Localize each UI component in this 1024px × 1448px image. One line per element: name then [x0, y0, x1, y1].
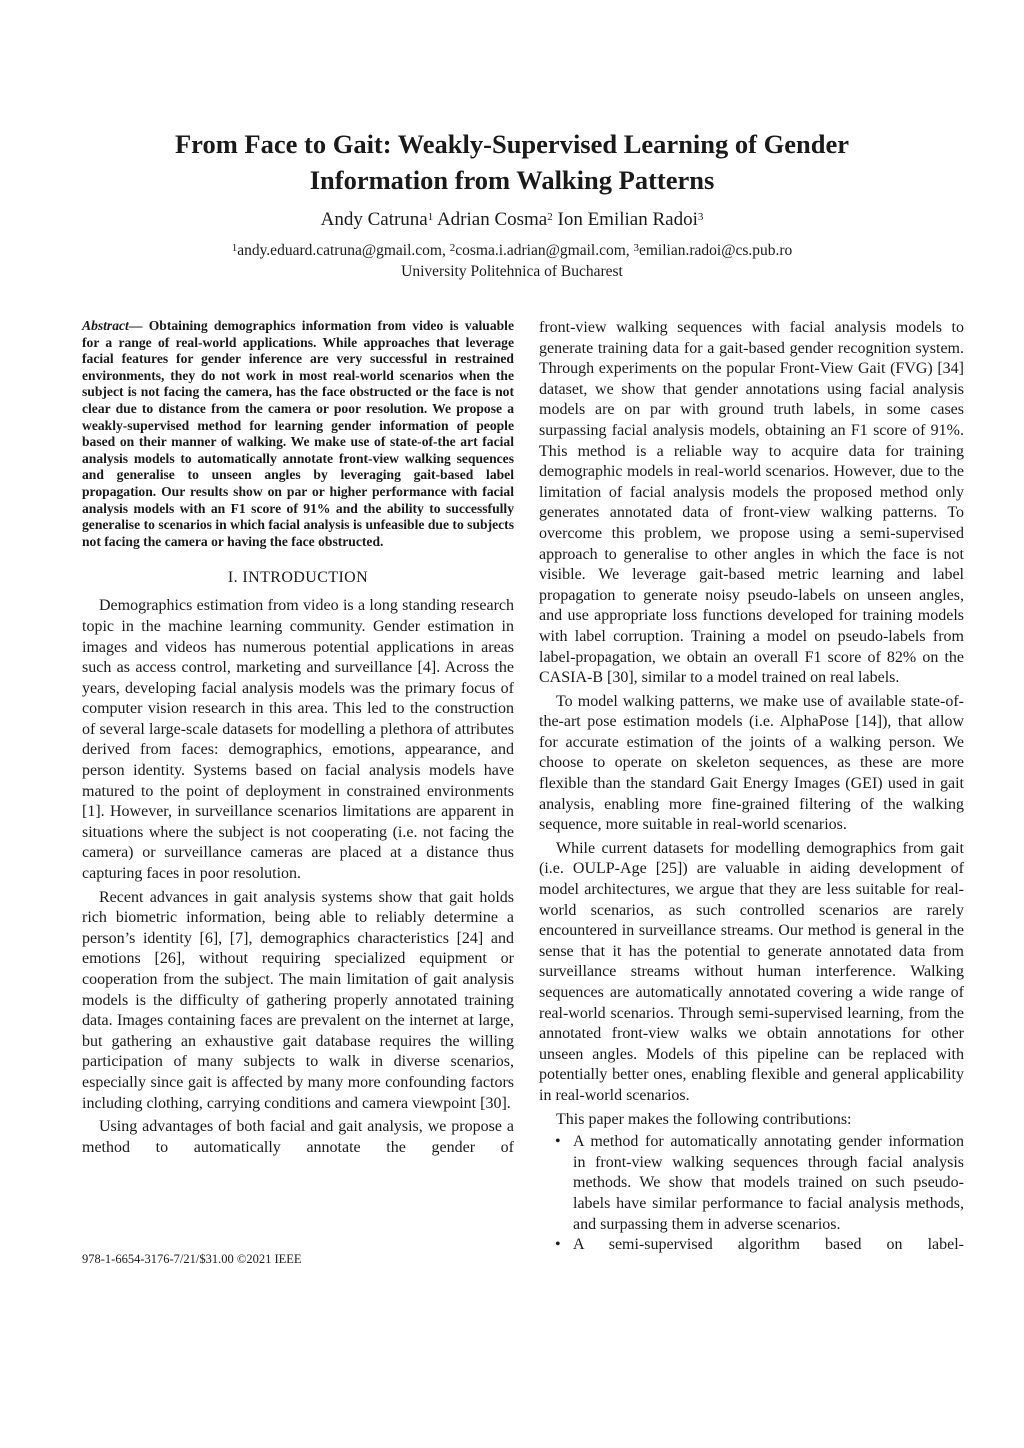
abstract-text: — Obtaining demographics information from video is valuable for a range of real-world applications. While approaches that leverage facial features for gender inference are very successful in restrained environments, they do not work in most real-world scenarios when the subject is not facing the camera, has the face obstructed or the face is not clear due to distance from the camera or poor resolution. We propose a weakly-supervised method for learning gender information of people based on their manner of walking. We make use of state-of-the art facial analysis models to automatically annotate front-view walking sequences and generalise to unseen angles by leveraging gait-based label propagation. Our results show on par or higher performance with facial analysis models with an F1 score of 91% and the ability to successfully generalise to scenarios in which facial analysis is unfeasible due to subjects not facing the camera or having the face obstructed.: [82, 318, 514, 549]
author-mark: 2: [547, 211, 553, 223]
pose-paragraph: To model walking patterns, we make use of available state-of-the-art pose estimation models (i.e. AlphaPose [14]), that allow for accurate estimation of the joints of a walking person. We choose to operate on skeleton sequences, as these are more flexible than the standard Gait Energy Images (GEI) used in gait analysis, enabling more fine-grained filtering of the walking sequence, more suitable in real-world scenarios.: [539, 692, 964, 834]
list-item: [539, 1132, 964, 1235]
intro-paragraph-2: Recent advances in gait analysis systems show that gait holds rich biometric information, being able to reliably determine a person’s identity [6], [7], demographics characteristics [24] and emotions [26], without requiring specialized equipment or cooperation from the subject. The main limitation of gait analysis models is the difficulty of gathering properly annotated training data. Images containing faces are prevalent on the internet at large, but gathering an exhaustive gait database requires the willing participation of many subjects to walk in diverse scenarios, especially since gait is affected by many more confounding factors including clothing, carrying conditions and camera viewpoint [30].: [82, 888, 514, 1112]
left-column: [82, 318, 514, 1158]
bullet-icon: •: [555, 1133, 561, 1151]
contributions-intro: This paper makes the following contributions:: [556, 1110, 852, 1128]
author-list: [80, 208, 944, 232]
author-mark: 3: [697, 211, 704, 223]
email-address: cosma.i.adrian@gmail.com,: [455, 242, 630, 259]
abstract: [82, 318, 514, 550]
email-mark: 3: [633, 242, 639, 254]
continuation-paragraph: front-view walking sequences with facial analysis models to generate training data for a gait-based gender recognition system. Through experiments on the popular Front-View Gait (FVG) [34] dataset, we show that gender annotations using facial analysis models are on par with ground truth labels, in some cases surpassing facial analysis models, obtaining an F1 score of 91%. This method is a reliable way to acquire data for training demographic models in real-world scenarios. However, due to the limitation of facial analysis models the proposed method only generates annotated data of front-view walking patterns. To overcome this problem, we propose using a semi-supervised approach to generalise to other angles in which the face is not visible. We leverage gait-based metric learning and label propagation to generate noisy pseudo-labels on unseen angles, and use appropriate loss functions developed for training models with label corruption. Training a model on pseudo-labels from label-propagation, we obtain an overall F1 score of 82% on the CASIA-B [30], similar to a model trained on real labels.: [539, 319, 964, 687]
author-emails: [80, 241, 944, 261]
title-line-2: Information from Walking Patterns: [309, 165, 715, 195]
author-name: Andy Catruna: [320, 209, 428, 230]
bullet-icon: •: [555, 1236, 561, 1254]
author-name: Adrian Cosma: [436, 209, 548, 230]
title-line-1: From Face to Gait: Weakly-Supervised Learning of Gender: [175, 129, 849, 159]
right-column: [539, 318, 964, 1256]
contribution-text: A method for automatically annotating gender information in front-view walking sequences through facial analysis methods. We show that models trained on such pseudo-labels have similar performance to facial analysis methods, and surpassing them in adverse scenarios.: [573, 1133, 964, 1233]
affiliation: University Politehnica of Bucharest: [401, 263, 623, 280]
email-address: andy.eduard.catruna@gmail.com,: [237, 242, 446, 259]
contribution-text: A semi-supervised algorithm based on label-: [573, 1236, 964, 1254]
datasets-paragraph: While current datasets for modelling demographics from gait (i.e. OULP-Age [25]) are valuable in aiding development of model architectures, we argue that they are less suitable for real-world scenarios, as such controlled scenarios are rarely encountered in surveillance streams. Our method is general in the sense that it has the potential to generate annotated data from surveillance streams without human interference. Walking sequences are automatically annotated covering a wide range of real-world scenarios. Through semi-supervised learning, from the annotated front-view walks we obtain annotations for other unseen angles. Models of this pipeline can be replaced with potentially better ones, enabling flexible and general applicability in real-world scenarios.: [539, 839, 964, 1104]
intro-paragraph-1: Demographics estimation from video is a long standing research topic in the machine learning community. Gender estimation in images and videos has numerous potential applications in areas such as access control, marketing and surveillance [4]. Across the years, developing facial analysis models was the primary focus of computer vision research in this area. This led to the construction of several large-scale datasets for modelling a plethora of attributes derived from faces: demographics, emotions, appearance, and person identity. Systems based on facial analysis models have matured to the point of deployment in constrained environments [1]. However, in surveillance scenarios limitations are apparent in situations where the subject is not cooperating (i.e. not facing the camera) or surveillance cameras are placed at a distance thus capturing faces in poor resolution.: [82, 597, 514, 883]
contributions-list: [539, 1132, 964, 1256]
email-mark: 2: [449, 242, 456, 254]
abstract-label: Abstract: [82, 318, 129, 333]
section-heading-introduction: I. INTRODUCTION: [227, 569, 369, 587]
email-mark: 1: [231, 242, 238, 254]
author-mark: 1: [427, 211, 434, 223]
copyright-footnote: 978-1-6654-3176-7/21/$31.00 ©2021 IEEE: [82, 1252, 302, 1266]
author-name: Ion Emilian Radoi: [557, 209, 698, 230]
list-item: [539, 1235, 964, 1256]
paper-title: [80, 126, 944, 198]
intro-paragraph-3: Using advantages of both facial and gait analysis, we propose a method to automatically annotate the gender of: [82, 1118, 514, 1156]
email-address: emilian.radoi@cs.pub.ro: [639, 242, 793, 259]
